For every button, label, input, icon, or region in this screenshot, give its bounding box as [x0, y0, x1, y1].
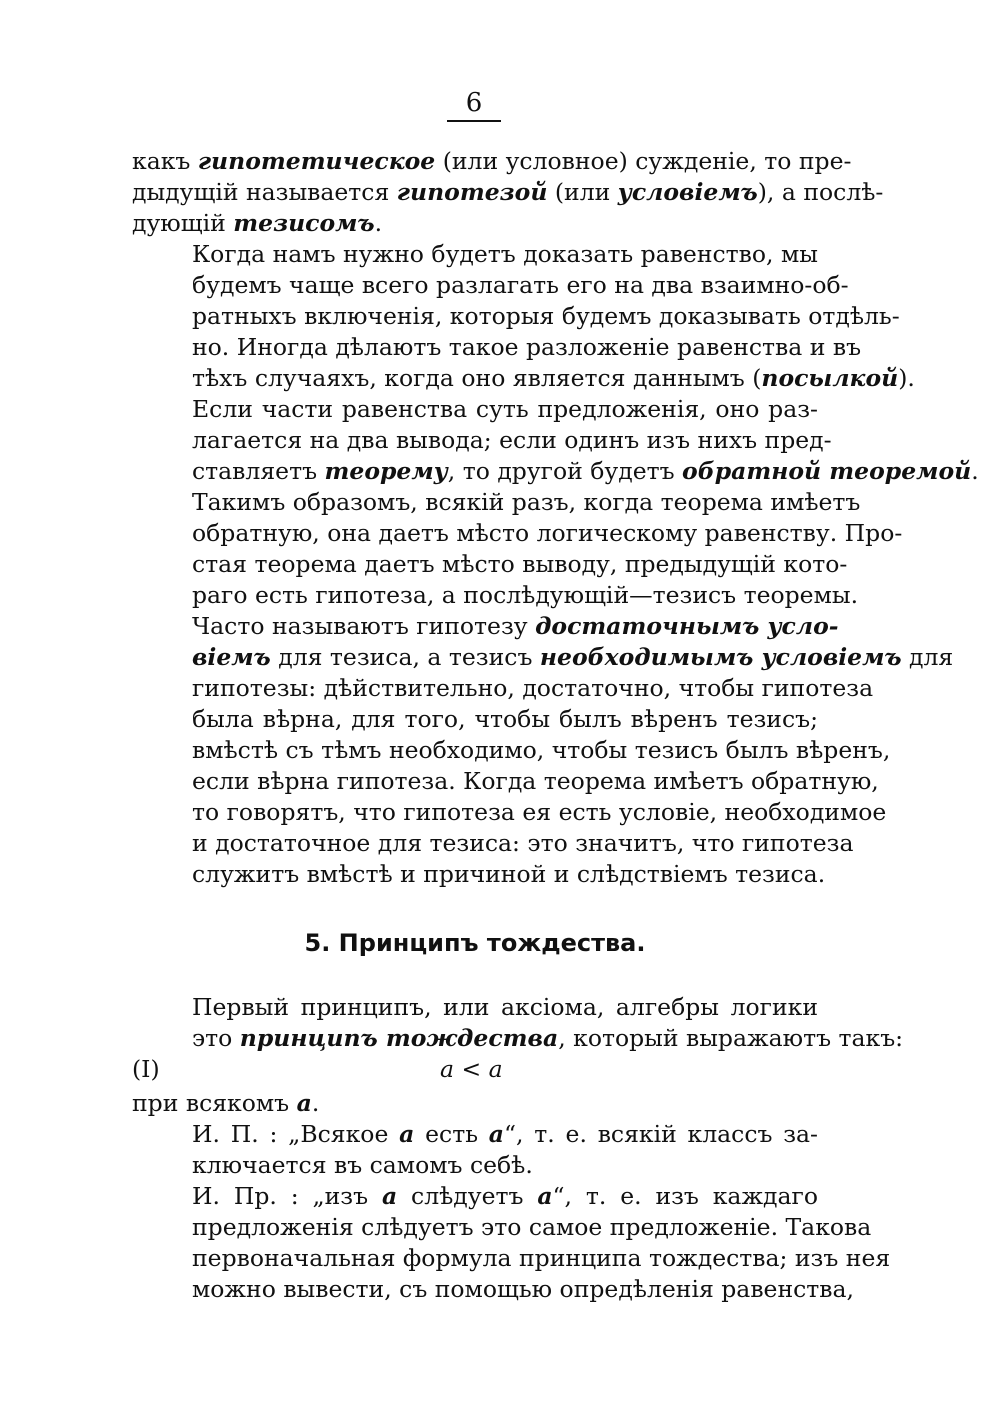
formula-expression: a < a: [440, 1055, 503, 1083]
text-run: первоначальная формула принципа тождества; изъ нея: [192, 1244, 891, 1272]
text-line: [132, 1150, 818, 1181]
text-run: гипотезы: дѣйствительно, достаточно, чтобы гипотеза: [192, 674, 874, 702]
text-line: [132, 518, 903, 549]
text-run: можно вывести, съ помощью опредѣленія равенства,: [192, 1275, 854, 1303]
formula-label: (I): [132, 1055, 160, 1083]
text-line: [132, 487, 861, 518]
text-run: Когда намъ нужно будетъ доказать равенство, мы: [192, 240, 818, 268]
text-run: И. Пр. : „изъ: [192, 1182, 382, 1210]
text-run: то говорятъ, что гипотеза ея есть условіе, необходимое: [192, 798, 887, 826]
text-line: [132, 456, 979, 487]
text-run: .: [971, 457, 979, 485]
text-line: [132, 208, 818, 239]
text-line: [132, 146, 852, 177]
italic-term: гипотезой: [396, 178, 548, 206]
text-line: [132, 673, 874, 704]
text-line: [132, 580, 859, 611]
text-run: ), а послѣ-: [757, 178, 884, 206]
text-run: стая теорема даетъ мѣсто выводу, предыдущій кото-: [192, 550, 848, 578]
paragraph: [132, 394, 979, 611]
text-line: [132, 766, 879, 797]
text-line: [132, 301, 900, 332]
text-run: ).: [898, 364, 915, 392]
text-line: [132, 642, 954, 673]
italic-term: a: [399, 1120, 415, 1148]
italic-term: теорему: [324, 457, 448, 485]
text-run: дыдущій называется: [132, 178, 397, 206]
text-run: для тезиса, а тезисъ: [270, 643, 540, 671]
italic-term: достаточнымъ усло-: [535, 612, 839, 640]
text-run: ключается въ самомъ себѣ.: [192, 1151, 533, 1179]
italic-term: посылкой: [761, 364, 899, 392]
italic-term: a: [488, 1120, 505, 1148]
text-line: [132, 704, 818, 735]
text-run: , который выражаютъ такъ:: [558, 1024, 904, 1052]
italic-term: обратной теоремой: [682, 457, 972, 485]
text-run: дующій: [132, 209, 234, 237]
text-line: [132, 332, 862, 363]
text-run: слѣдуетъ: [397, 1182, 538, 1210]
text-run: Если части равенства суть предложенія, оно раз-: [192, 395, 818, 423]
page-number-rule: [447, 120, 501, 122]
text-run: ратныхъ включенія, которыя будемъ доказывать отдѣль-: [192, 302, 900, 330]
text-line: [132, 859, 826, 890]
text-run: (или: [547, 178, 618, 206]
paragraph: [132, 1181, 891, 1305]
text-line: [132, 1243, 891, 1274]
text-run: тѣхъ случаяхъ, когда оно является даннымъ (: [192, 364, 762, 392]
text-run: лагается на два вывода; если одинъ изъ нихъ пред-: [192, 426, 832, 454]
text-line: [132, 828, 854, 859]
text-line: [132, 394, 818, 425]
text-line: [132, 549, 848, 580]
text-run: будемъ чаще всего разлагать его на два взаимно-об-: [192, 271, 849, 299]
formula-row: [132, 1054, 818, 1088]
text-run: при всякомъ: [132, 1089, 297, 1117]
italic-term: a: [537, 1182, 553, 1210]
text-line: [132, 1274, 854, 1305]
text-block-1: [132, 146, 979, 890]
italic-term: гипотетическое: [197, 147, 436, 175]
paragraph: [132, 146, 884, 239]
text-line: [132, 1023, 904, 1054]
text-line: [132, 735, 891, 766]
text-run: но. Иногда дѣлаютъ такое разложеніе равенства и въ: [192, 333, 862, 361]
text-line: [132, 1088, 818, 1119]
text-line: [132, 992, 818, 1023]
text-run: .: [374, 209, 383, 237]
text-run: служитъ вмѣстѣ и причиной и слѣдствіемъ тезиса.: [192, 860, 826, 888]
text-run: (или условное) сужденіе, то пре-: [435, 147, 852, 175]
paragraph: [132, 1088, 818, 1119]
text-run: вмѣстѣ съ тѣмъ необходимо, чтобы тезисъ былъ вѣренъ,: [192, 736, 891, 764]
text-run: была вѣрна, для того, чтобы былъ вѣренъ тезисъ;: [192, 705, 818, 733]
italic-term: необходимымъ условіемъ: [539, 643, 902, 671]
text-line: [132, 363, 915, 394]
text-run: и достаточное для тезиса: это значитъ, что гипотеза: [192, 829, 854, 857]
text-line: [132, 797, 887, 828]
paragraph: [132, 239, 915, 394]
text-run: для: [901, 643, 954, 671]
text-run: Часто называютъ гипотезу: [192, 612, 536, 640]
italic-term: тезисомъ: [233, 209, 375, 237]
text-block-3: [132, 1088, 891, 1305]
page-number: 6: [0, 88, 948, 122]
italic-term: a: [296, 1089, 312, 1117]
text-run: “, т. е. изъ каждаго: [552, 1182, 819, 1210]
italic-term: віемъ: [192, 643, 271, 671]
paragraph: [132, 1119, 818, 1181]
text-run: Первый принципъ, или аксіома, алгебры логики: [192, 993, 818, 1021]
section-title: 5. Принципъ тождества.: [304, 929, 646, 957]
body-text: [132, 146, 979, 1305]
text-line: [132, 1181, 818, 1212]
text-run: “, т. е. всякій классъ за-: [504, 1120, 818, 1148]
text-run: .: [311, 1089, 320, 1117]
text-run: это: [192, 1024, 240, 1052]
text-line: [132, 1212, 872, 1243]
text-line: [132, 1119, 818, 1150]
text-line: [132, 425, 832, 456]
text-run: И. П. : „Всякое: [192, 1120, 400, 1148]
paragraph: [132, 611, 954, 890]
paragraph: [132, 992, 904, 1054]
text-line: [132, 177, 884, 208]
text-run: раго есть гипотеза, а послѣдующій—тезисъ теоремы.: [192, 581, 859, 609]
italic-term: принципъ тождества: [239, 1024, 559, 1052]
text-run: Такимъ образомъ, всякій разъ, когда теорема имѣетъ: [192, 488, 861, 516]
text-run: обратную, она даетъ мѣсто логическому равенству. Про-: [192, 519, 903, 547]
text-run: ставляетъ: [192, 457, 325, 485]
text-line: [132, 270, 849, 301]
italic-term: a: [381, 1182, 398, 1210]
text-run: , то другой будетъ: [447, 457, 683, 485]
text-run: если вѣрна гипотеза. Когда теорема имѣетъ обратную,: [192, 767, 879, 795]
text-block-2: [132, 992, 904, 1054]
text-run: есть: [414, 1120, 489, 1148]
text-run: предложенія слѣдуетъ это самое предложеніе. Такова: [192, 1213, 872, 1241]
text-line: [132, 611, 839, 642]
text-run: какъ: [132, 147, 198, 175]
text-line: [132, 239, 818, 270]
italic-term: условіемъ: [617, 178, 758, 206]
